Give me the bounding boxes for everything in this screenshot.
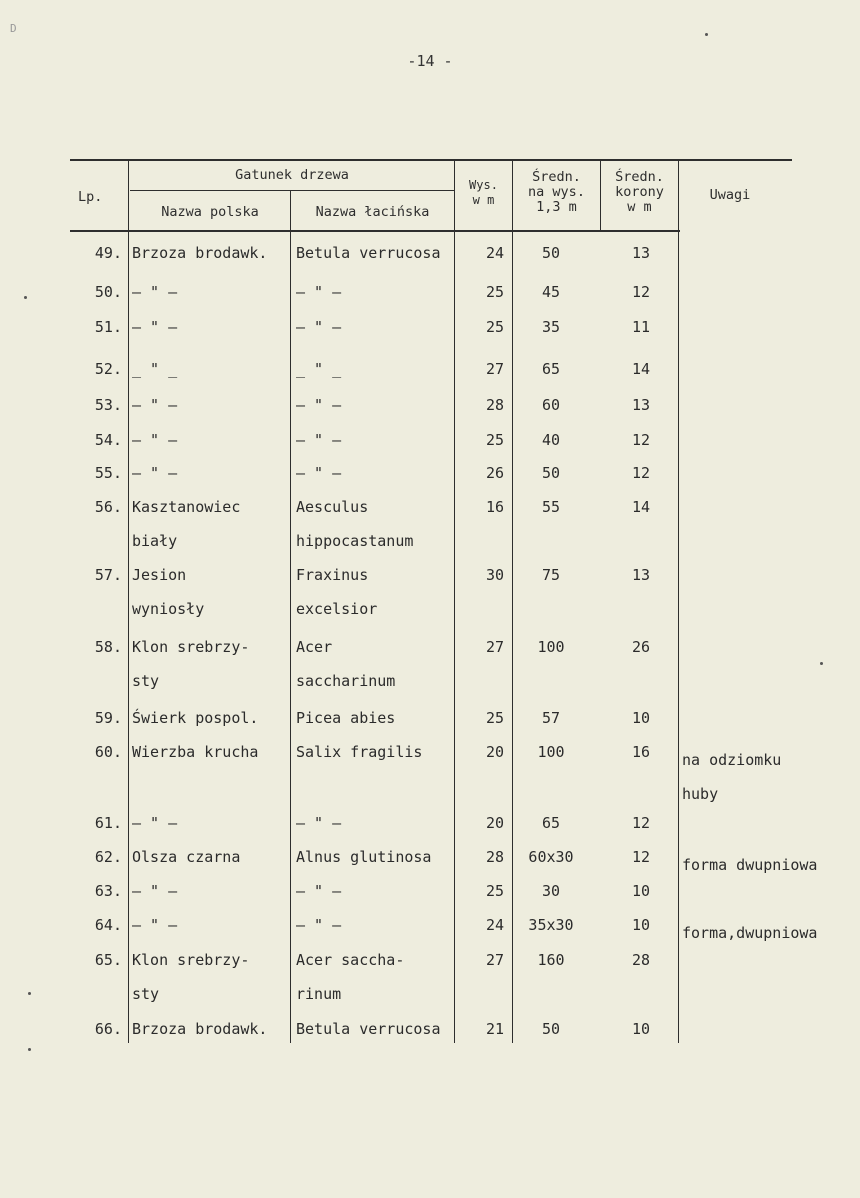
header-wys-line1: Wys.: [469, 178, 498, 192]
row-number: 52.: [94, 360, 122, 378]
polish-name: – " –: [132, 814, 178, 832]
header-gatunek: Gatunek drzewa: [235, 167, 349, 183]
diameter-value: 30: [541, 882, 561, 900]
diameter-value: 50: [541, 464, 561, 482]
header-wys: [455, 178, 512, 208]
latin-name: – " –: [296, 318, 342, 336]
latin-name: Alnus glutinosa: [296, 848, 432, 866]
polish-name: – " –: [132, 318, 178, 336]
latin-name: Salix fragilis: [296, 743, 423, 761]
latin-name: Betula verrucosa: [296, 244, 441, 262]
col-divider-wys: [512, 161, 513, 1043]
diameter-value: 60: [541, 396, 561, 414]
polish-name: – " –: [132, 882, 178, 900]
diameter-value: 160: [537, 951, 565, 969]
diameter-value: 75: [541, 566, 561, 584]
crown-value: 12: [631, 848, 651, 866]
header-nazwa-lacinska: Nazwa łacińska: [315, 204, 430, 220]
height-value: 25: [485, 318, 504, 336]
height-value: 21: [485, 1020, 504, 1038]
crown-value: 11: [631, 318, 651, 336]
diameter-value: 65: [541, 360, 561, 378]
crown-value: 16: [631, 743, 651, 761]
col-divider-lacinska: [454, 161, 455, 1043]
polish-name: _ " _: [132, 360, 178, 378]
scan-speck: [28, 992, 31, 995]
crown-value: 10: [631, 1020, 651, 1038]
header-nazwa-polska: Nazwa polska: [161, 204, 259, 220]
latin-name: Betula verrucosa: [296, 1020, 441, 1038]
crown-value: 26: [631, 638, 651, 656]
col-divider-korony: [678, 161, 679, 1043]
diameter-value: 50: [541, 244, 561, 262]
polish-name: Wierzba krucha: [132, 743, 259, 761]
header-bottom-rule: [70, 230, 680, 232]
row-number: 61.: [94, 814, 122, 832]
polish-name-cont: biały: [132, 532, 178, 550]
polish-name-cont: sty: [132, 672, 160, 690]
latin-name: – " –: [296, 916, 342, 934]
header-korony: [601, 170, 678, 215]
height-value: 26: [485, 464, 504, 482]
row-number: 64.: [94, 916, 122, 934]
crown-value: 12: [631, 464, 651, 482]
latin-name: Acer: [296, 638, 333, 656]
row-number: 53.: [94, 396, 122, 414]
diameter-value: 40: [541, 431, 561, 449]
scan-speck: [705, 33, 708, 36]
row-number: 60.: [94, 743, 122, 761]
crown-value: 13: [631, 244, 651, 262]
crown-value: 28: [631, 951, 651, 969]
crown-value: 10: [631, 709, 651, 727]
remarks: na odziomku: [682, 751, 782, 769]
row-number: 62.: [94, 848, 122, 866]
col-divider-polska: [290, 191, 291, 1043]
latin-name-cont: excelsior: [296, 600, 378, 618]
row-number: 65.: [94, 951, 122, 969]
polish-name: Jesion: [132, 566, 187, 584]
row-number: 66.: [94, 1020, 122, 1038]
header-sredn-line3: 1,3 m: [536, 199, 577, 215]
diameter-value: 35: [541, 318, 561, 336]
height-value: 30: [485, 566, 504, 584]
scan-speck: [820, 662, 823, 665]
polish-name: Brzoza brodawk.: [132, 1020, 268, 1038]
col-divider-lp: [128, 161, 129, 1043]
latin-name: – " –: [296, 882, 342, 900]
latin-name-cont: hippocastanum: [296, 532, 414, 550]
row-number: 55.: [94, 464, 122, 482]
remarks: forma dwupniowa: [682, 856, 818, 874]
row-number: 59.: [94, 709, 122, 727]
height-value: 27: [485, 638, 504, 656]
diameter-value: 100: [537, 638, 565, 656]
diameter-value: 55: [541, 498, 561, 516]
height-value: 24: [485, 916, 504, 934]
row-number: 56.: [94, 498, 122, 516]
remarks-cont: huby: [682, 785, 719, 803]
height-value: 28: [485, 848, 504, 866]
polish-name: – " –: [132, 464, 178, 482]
diameter-value: 45: [541, 283, 561, 301]
header-korony-line3: w m: [627, 199, 652, 215]
polish-name: Klon srebrzy-: [132, 638, 250, 656]
remarks: forma,dwupniowa: [682, 924, 818, 942]
scan-speck: [28, 1048, 31, 1051]
polish-name: Klon srebrzy-: [132, 951, 250, 969]
polish-name: Brzoza brodawk.: [132, 244, 268, 262]
row-number: 51.: [94, 318, 122, 336]
latin-name: _ " _: [296, 360, 342, 378]
diameter-value: 50: [541, 1020, 561, 1038]
height-value: 27: [485, 360, 504, 378]
header-sub-rule: [130, 190, 454, 191]
height-value: 25: [485, 431, 504, 449]
polish-name: Olsza czarna: [132, 848, 241, 866]
height-value: 25: [485, 283, 504, 301]
polish-name: – " –: [132, 916, 178, 934]
diameter-value: 60x30: [528, 848, 574, 866]
diameter-value: 57: [541, 709, 561, 727]
height-value: 25: [485, 882, 504, 900]
header-korony-line1: Średn.: [615, 169, 664, 185]
header-lp: Lp.: [78, 189, 103, 205]
diameter-value: 65: [541, 814, 561, 832]
latin-name: – " –: [296, 464, 342, 482]
header-uwagi: Uwagi: [709, 187, 751, 203]
row-number: 58.: [94, 638, 122, 656]
crown-value: 10: [631, 882, 651, 900]
row-number: 54.: [94, 431, 122, 449]
height-value: 27: [485, 951, 504, 969]
height-value: 20: [485, 814, 504, 832]
corner-mark: D: [10, 22, 17, 35]
crown-value: 12: [631, 431, 651, 449]
header-korony-line2: korony: [615, 184, 664, 200]
row-number: 50.: [94, 283, 122, 301]
latin-name: Picea abies: [296, 709, 396, 727]
polish-name: Kasztanowiec: [132, 498, 241, 516]
height-value: 16: [485, 498, 504, 516]
latin-name: – " –: [296, 814, 342, 832]
crown-value: 14: [631, 360, 651, 378]
height-value: 28: [485, 396, 504, 414]
latin-name: – " –: [296, 396, 342, 414]
height-value: 25: [485, 709, 504, 727]
crown-value: 12: [631, 283, 651, 301]
latin-name-cont: saccharinum: [296, 672, 396, 690]
polish-name: – " –: [132, 396, 178, 414]
page-number: -14 -: [407, 52, 453, 70]
polish-name: – " –: [132, 283, 178, 301]
header-wys-line2: w m: [472, 193, 495, 207]
polish-name-cont: wyniosły: [132, 600, 205, 618]
polish-name: Świerk pospol.: [132, 709, 259, 727]
latin-name: Fraxinus: [296, 566, 369, 584]
latin-name: – " –: [296, 431, 342, 449]
crown-value: 10: [631, 916, 651, 934]
latin-name: Acer saccha-: [296, 951, 405, 969]
crown-value: 13: [631, 566, 651, 584]
diameter-value: 100: [537, 743, 565, 761]
height-value: 20: [485, 743, 504, 761]
row-number: 63.: [94, 882, 122, 900]
crown-value: 12: [631, 814, 651, 832]
row-number: 57.: [94, 566, 122, 584]
polish-name-cont: sty: [132, 985, 160, 1003]
header-sredn: [513, 170, 600, 215]
table-top-rule: [70, 159, 792, 161]
latin-name: – " –: [296, 283, 342, 301]
diameter-value: 35x30: [528, 916, 574, 934]
height-value: 24: [485, 244, 504, 262]
header-sredn-line2: na wys.: [528, 184, 585, 200]
polish-name: – " –: [132, 431, 178, 449]
crown-value: 13: [631, 396, 651, 414]
row-number: 49.: [94, 244, 122, 262]
latin-name: Aesculus: [296, 498, 369, 516]
scan-speck: [24, 296, 27, 299]
latin-name-cont: rinum: [296, 985, 342, 1003]
crown-value: 14: [631, 498, 651, 516]
header-sredn-line1: Średn.: [532, 169, 581, 185]
